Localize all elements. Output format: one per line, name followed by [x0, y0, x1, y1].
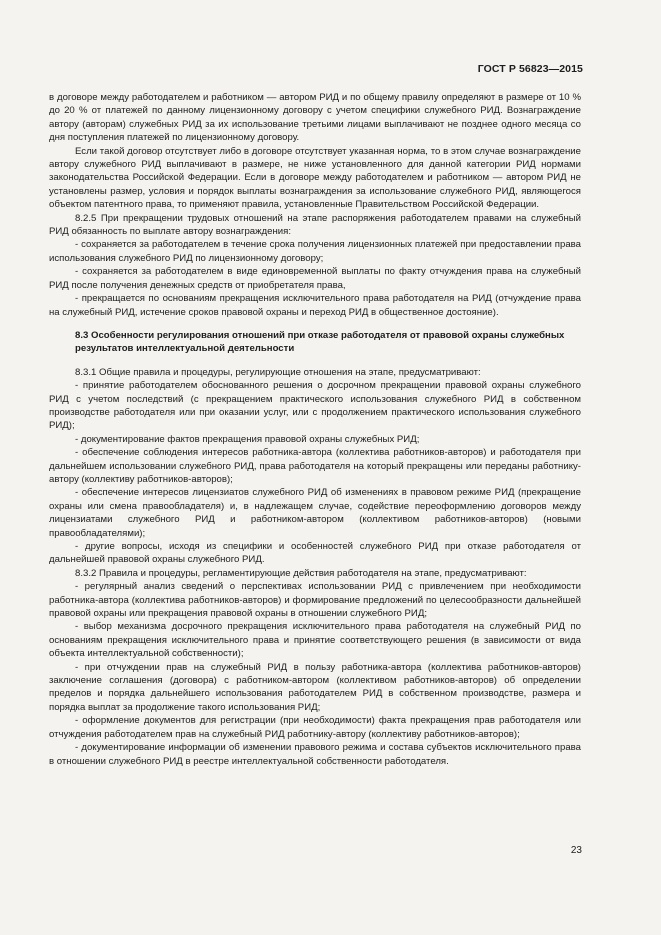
section-heading: 8.3 Особенности регулирования отношений при отказе работодателя от правовой охраны служебных результатов интеллектуальной деятельности	[75, 329, 565, 355]
list-item: - сохраняется за работодателем в течение срока получения лицензионных платежей при предоставлении права использования служебного РИД по лицензионному договору;	[49, 239, 581, 264]
list-item: - принятие работодателем обоснованного решения о досрочном прекращении правовой охраны служебного РИД с учетом последствий (с прекращением практического использования служебного РИД в собственном производстве работодателя или при оказании услуг, или с продолжением практического использования служебного РИД);	[49, 380, 581, 432]
list-item: - обеспечение соблюдения интересов работника-автора (коллектива работников-авторов) и работодателя при дальнейшем использовании служебного РИД, права работодателя на который прекращены или переданы работнику-автору (коллективу работников-авторов);	[49, 447, 581, 485]
list-item: - прекращается по основаниям прекращения исключительного права работодателя на РИД (отчуждение права на служебный РИД, истечение сроков правовой охраны и переход РИД в общественное достояние).	[49, 293, 581, 318]
list-item: - оформление документов для регистрации (при необходимости) факта прекращения прав работодателя или отчуждения работодателем прав на служебный РИД работнику-автору (коллективу работников-авторов);	[49, 715, 581, 740]
document-body	[49, 91, 581, 768]
list-item: - обеспечение интересов лицензиатов служебного РИД об изменениях в правовом режиме РИД (прекращение охраны или смена правообладателя) и, в надлежащем случае, содействие переоформлению договоров между лицензиатами служебного РИД и работником-автором (коллективом работников-авторов) (новыми правообладателями);	[49, 487, 581, 539]
list-item: - сохраняется за работодателем в виде единовременной выплаты по факту отчуждения права на служебный РИД после получения денежных средств от приобретателя права,	[49, 266, 581, 291]
clause-8-3-2: 8.3.2 Правила и процедуры, регламентирующие действия работодателя на этапе, предусматривают:	[75, 567, 527, 579]
paragraph: в договоре между работодателем и работником — автором РИД и по общему правилу определяют в размере от 10 % до 20 % от платежей по данному лицензионному договору с учетом специфики служебного РИД. Вознаграждение автору (авторам) служебных РИД за их использование третьими лицами выплачивают не позднее одного месяца со дня поступления платежей по лицензионному договору.	[49, 92, 581, 144]
list-item: - при отчуждении прав на служебный РИД в пользу работника-автора (коллектива работников-авторов) заключение соглашения (договора) с работником-автором (коллективом работников-авторов) об определении пределов и порядка дальнейшего использования работодателем РИД в собственном производстве, размера и порядка выплат за продолжение такого использования РИД;	[49, 661, 581, 713]
page-number: 23	[570, 845, 582, 856]
list-item: - документирование информации об изменении правового режима и состава субъектов исключительного права в отношении служебного РИД в реестре интеллектуальной собственности работодателя.	[49, 742, 581, 767]
list-item: - регулярный анализ сведений о перспективах использовании РИД с привлечением при необходимости работника-автора (коллектива работников-авторов) и формирование предложений по целесообразности дальнейшей правовой охраны или прекращения правовой охраны в отношении служебного РИД;	[49, 581, 581, 620]
standard-designation: ГОСТ Р 56823—2015	[477, 63, 583, 75]
list-item: - выбор механизма досрочного прекращения исключительного права работодателя на служебный РИД по основаниям прекращения исключительного права и принятие соответствующего решения (в зависимости от вида объекта интеллектуальной собственности);	[49, 621, 581, 660]
clause-8-3-1: 8.3.1 Общие правила и процедуры, регулирующие отношения на этапе, предусматривают:	[75, 366, 481, 378]
list-item: - документирование фактов прекращения правовой охраны служебных РИД;	[75, 433, 420, 445]
clause-8-2-5: 8.2.5 При прекращении трудовых отношений на этапе распоряжения работодателем правами на служебный РИД обязанность по выплате автору вознаграждения:	[49, 212, 581, 238]
list-item: - другие вопросы, исходя из специфики и особенностей служебного РИД при отказе работодателя от дальнейшей правовой охраны служебного РИД.	[49, 541, 581, 566]
paragraph: Если такой договор отсутствует либо в договоре отсутствует указанная норма, то в этом случае вознаграждение автору служебного РИД выплачивают в размере, не ниже установленного для данной категории РИД нормами законодательства Российской Федерации. Если в договоре между работодателем и работником — автором РИД не установлены размер, условия и порядок выплаты вознаграждения за использование служебного РИД, являющегося объектом патентного права, то применяют правила, установленные Правительством Российской Федерации.	[49, 145, 581, 211]
